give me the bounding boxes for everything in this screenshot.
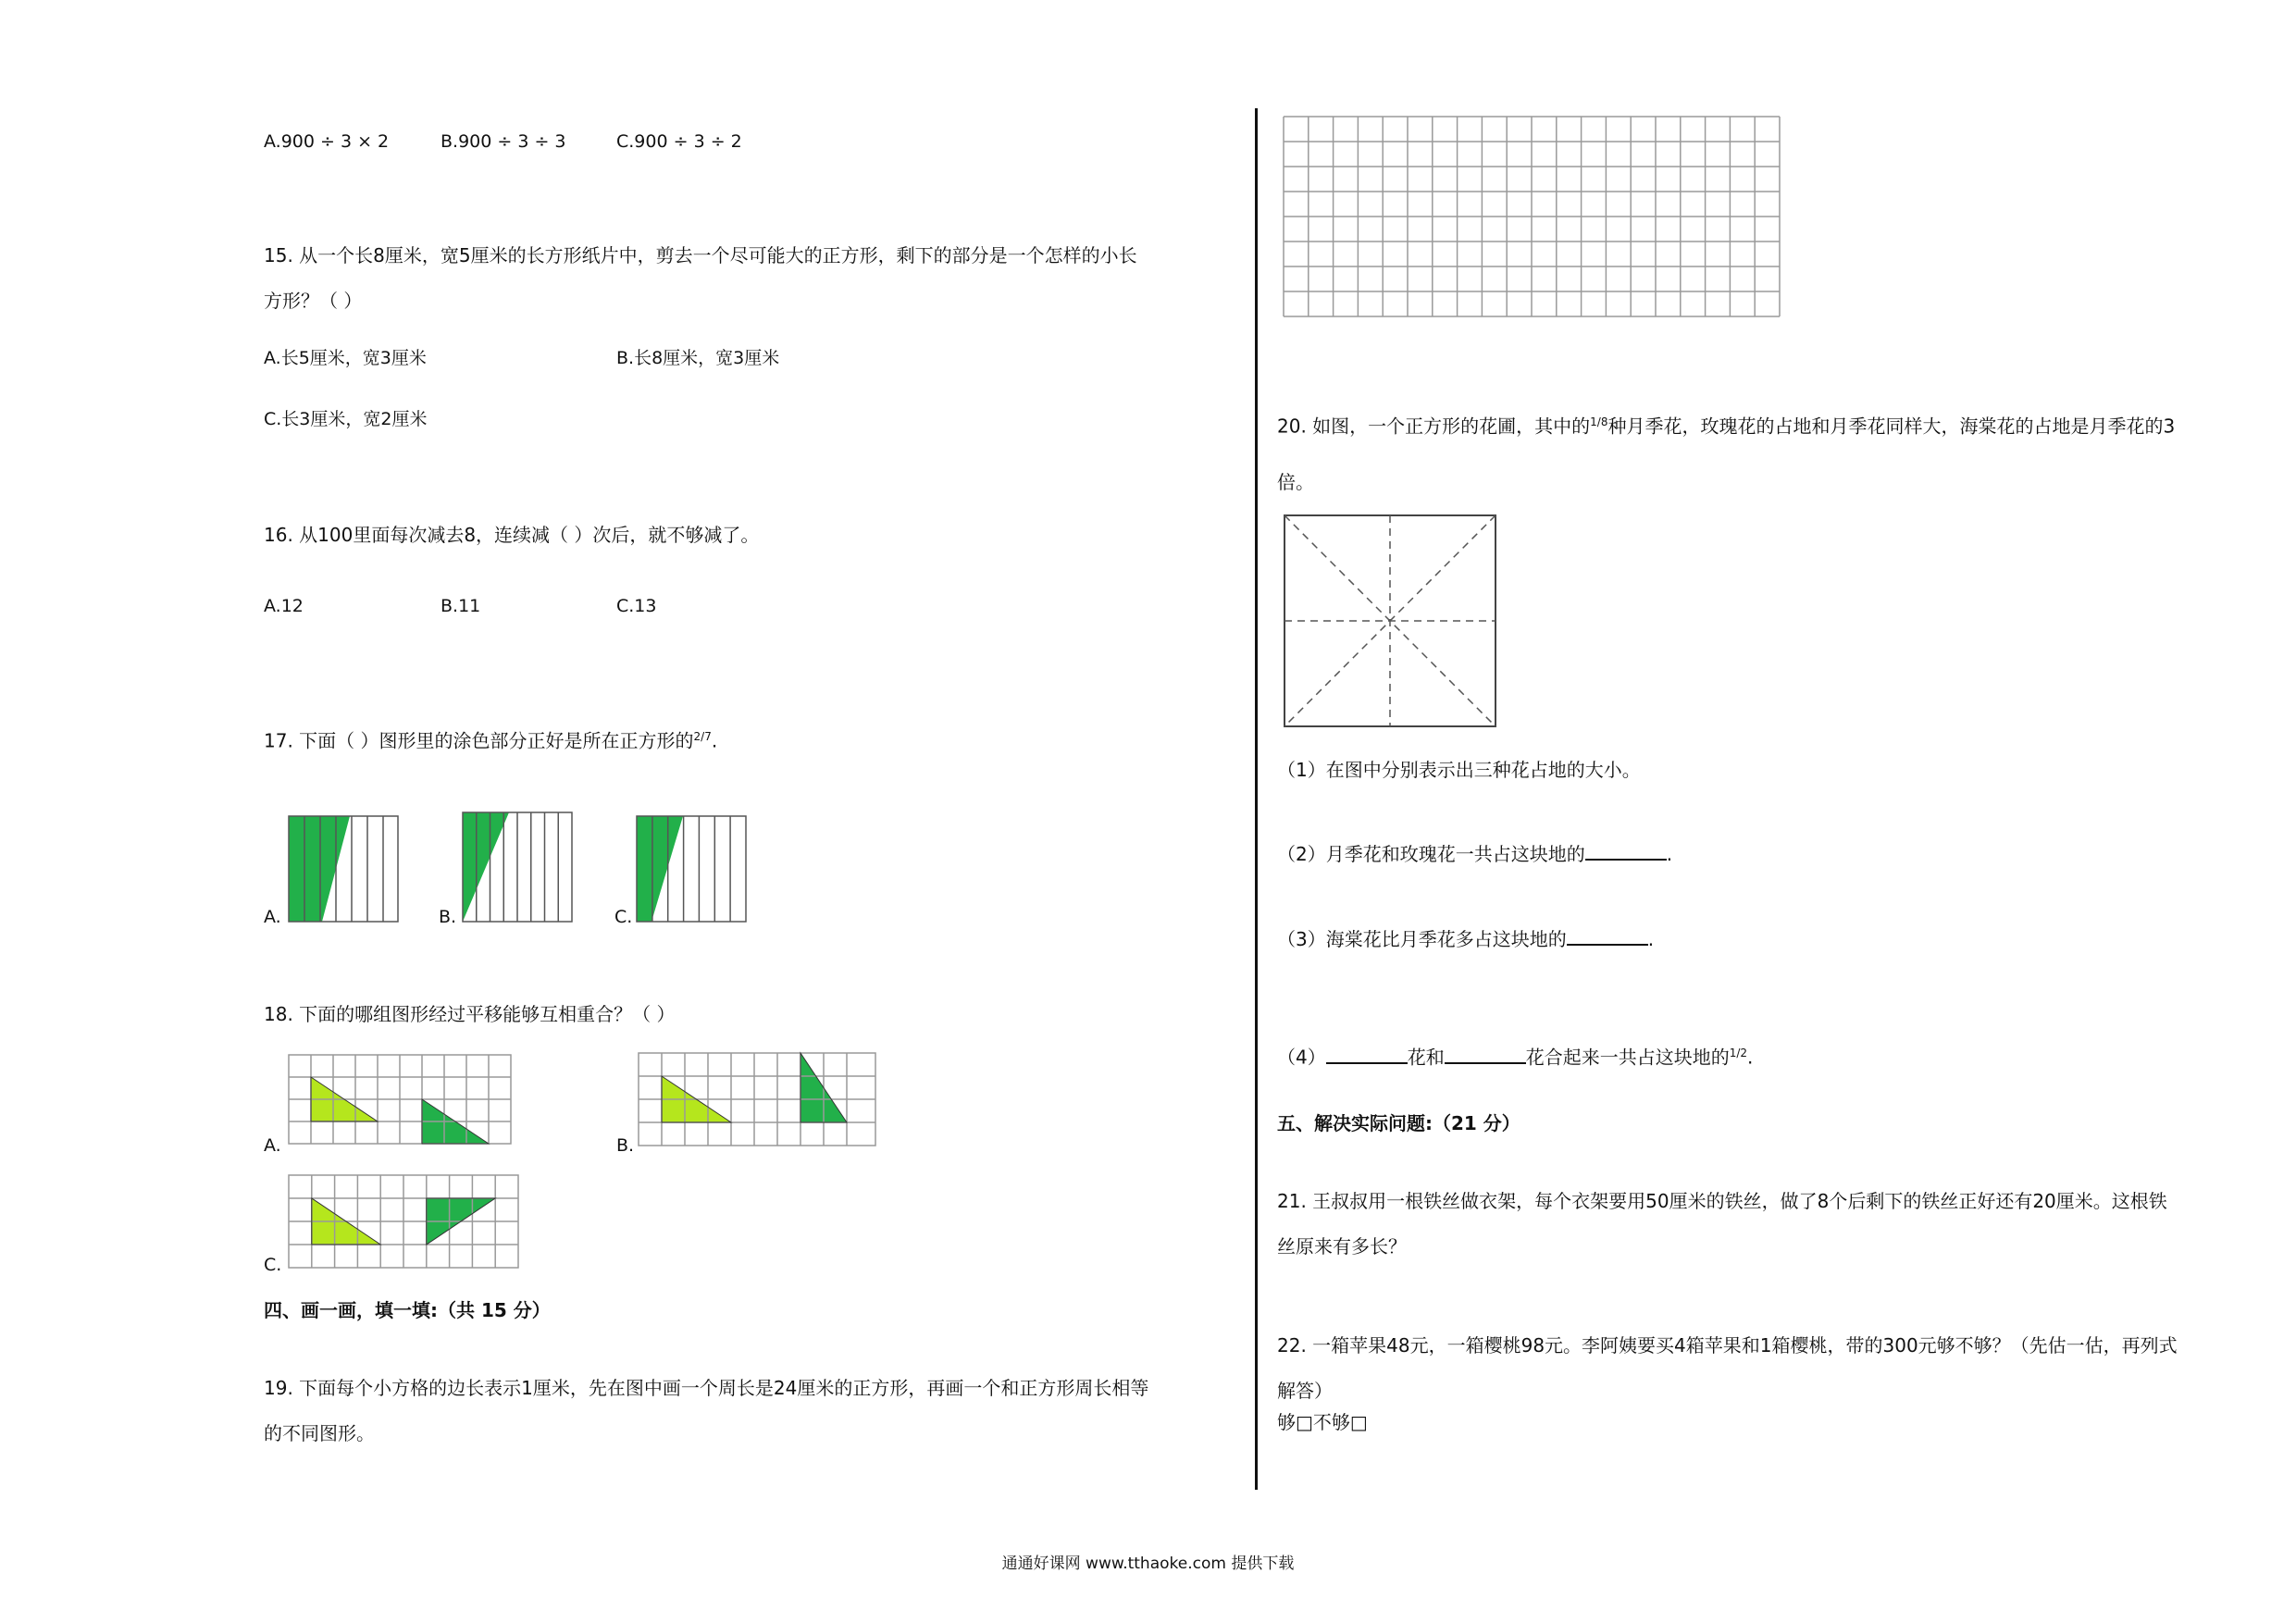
q18-option-b[interactable]: B. [616,1135,635,1156]
q20-sub4: （4） 花和 花合起来一共占这块地的$^{1/2}$. [1277,1040,1753,1071]
q17-figure-a[interactable] [289,816,400,922]
q17-figure-b[interactable] [463,812,574,922]
q14-option-a[interactable]: A.900 ÷ 3 × 2 [264,131,390,152]
q20-sub2-answer-blank[interactable] [1585,840,1667,861]
q17-option-a[interactable]: A. [264,907,281,927]
q20-stem-line1: 20. 如图，一个正方形的花圃，其中的$^{1/8}$种月季花，玫瑰花的占地和月季花同样大，海棠花的占地是月季花的3 [1277,415,2176,438]
q18-figure-c[interactable] [289,1175,518,1268]
q17-option-b[interactable]: B. [439,907,457,927]
column-divider [1255,108,1258,1490]
q19-stem-line1: 19. 下面每个小方格的边长表示1厘米，先在图中画一个周长是24厘米的正方形，再画一个和正方形周长相等 [264,1377,1149,1399]
section-4-heading: 四、画一画，填一填:（共 15 分） [264,1299,551,1321]
q21-stem-line1: 21. 王叔叔用一根铁丝做衣架，每个衣架要用50厘米的铁丝，做了8个后剩下的铁丝正好还有20厘米。这根铁 [1277,1190,2167,1212]
footer-source: 通通好课网 www.tthaoke.com 提供下载 [1001,1555,1295,1573]
q15-option-c[interactable]: C.长3厘米，宽2厘米 [264,409,428,429]
q17-option-c[interactable]: C. [614,907,633,927]
q17-figure-c[interactable] [637,816,748,922]
q15-option-a[interactable]: A.长5厘米，宽3厘米 [264,348,427,368]
q19-drawing-grid[interactable] [1284,117,1780,316]
q18-figure-a[interactable] [289,1055,511,1144]
q15-option-b[interactable]: B.长8厘米，宽3厘米 [616,348,780,368]
q15-stem-line1: 15. 从一个长8厘米，宽5厘米的长方形纸片中，剪去一个尽可能大的正方形，剩下的部分是一个怎样的小长 [264,244,1137,266]
q22-stem-line2: 解答） [1277,1380,1333,1402]
q20-sub1: （1）在图中分别表示出三种花占地的大小。 [1277,759,1641,781]
q20-flower-garden-square[interactable] [1284,514,1496,727]
q22-answer-checkboxes[interactable]: 够□不够□ [1277,1411,1368,1433]
q20-sub3-answer-blank[interactable] [1567,925,1648,946]
q18-stem: 18. 下面的哪组图形经过平移能够互相重合？（ ） [264,1003,676,1025]
q20-sub4-blank-2[interactable] [1445,1044,1526,1064]
q20-stem-line2: 倍。 [1277,471,1314,493]
q22-stem-line1: 22. 一箱苹果48元，一箱樱桃98元。李阿姨要买4箱苹果和1箱樱桃，带的300元够不够？（先估一估，再列式 [1277,1334,2178,1357]
q20-sub4-fraction: 1/2 [1729,1047,1748,1059]
q20-fraction: 1/8 [1590,415,1608,428]
q17-fraction: 2/7 [693,730,712,743]
q18-figure-b[interactable] [639,1053,875,1146]
q19-stem-line2: 的不同图形。 [264,1422,375,1444]
q18-option-c[interactable]: C. [264,1255,282,1275]
q14-option-b[interactable]: B.900 ÷ 3 ÷ 3 [441,131,566,152]
q17-stem: 17. 下面（ ）图形里的涂色部分正好是所在正方形的$^{2/7}$. [264,729,718,752]
q16-option-a[interactable]: A.12 [264,596,304,616]
q21-stem-line2: 丝原来有多长？ [1277,1235,1407,1258]
section-5-heading: 五、解决实际问题:（21 分） [1277,1112,1520,1134]
q15-stem-line2: 方形？（ ） [264,290,363,312]
q20-sub4-blank-1[interactable] [1326,1044,1408,1064]
q20-sub3: （3）海棠花比月季花多占这块地的 . [1277,925,1654,952]
q20-sub2: （2）月季花和玫瑰花一共占这块地的 . [1277,840,1672,867]
q16-option-c[interactable]: C.13 [616,596,657,616]
q14-option-c[interactable]: C.900 ÷ 3 ÷ 2 [616,131,742,152]
q18-option-a[interactable]: A. [264,1135,281,1156]
q16-option-b[interactable]: B.11 [441,596,481,616]
q16-stem: 16. 从100里面每次减去8，连续减（ ）次后，就不够减了。 [264,524,760,546]
